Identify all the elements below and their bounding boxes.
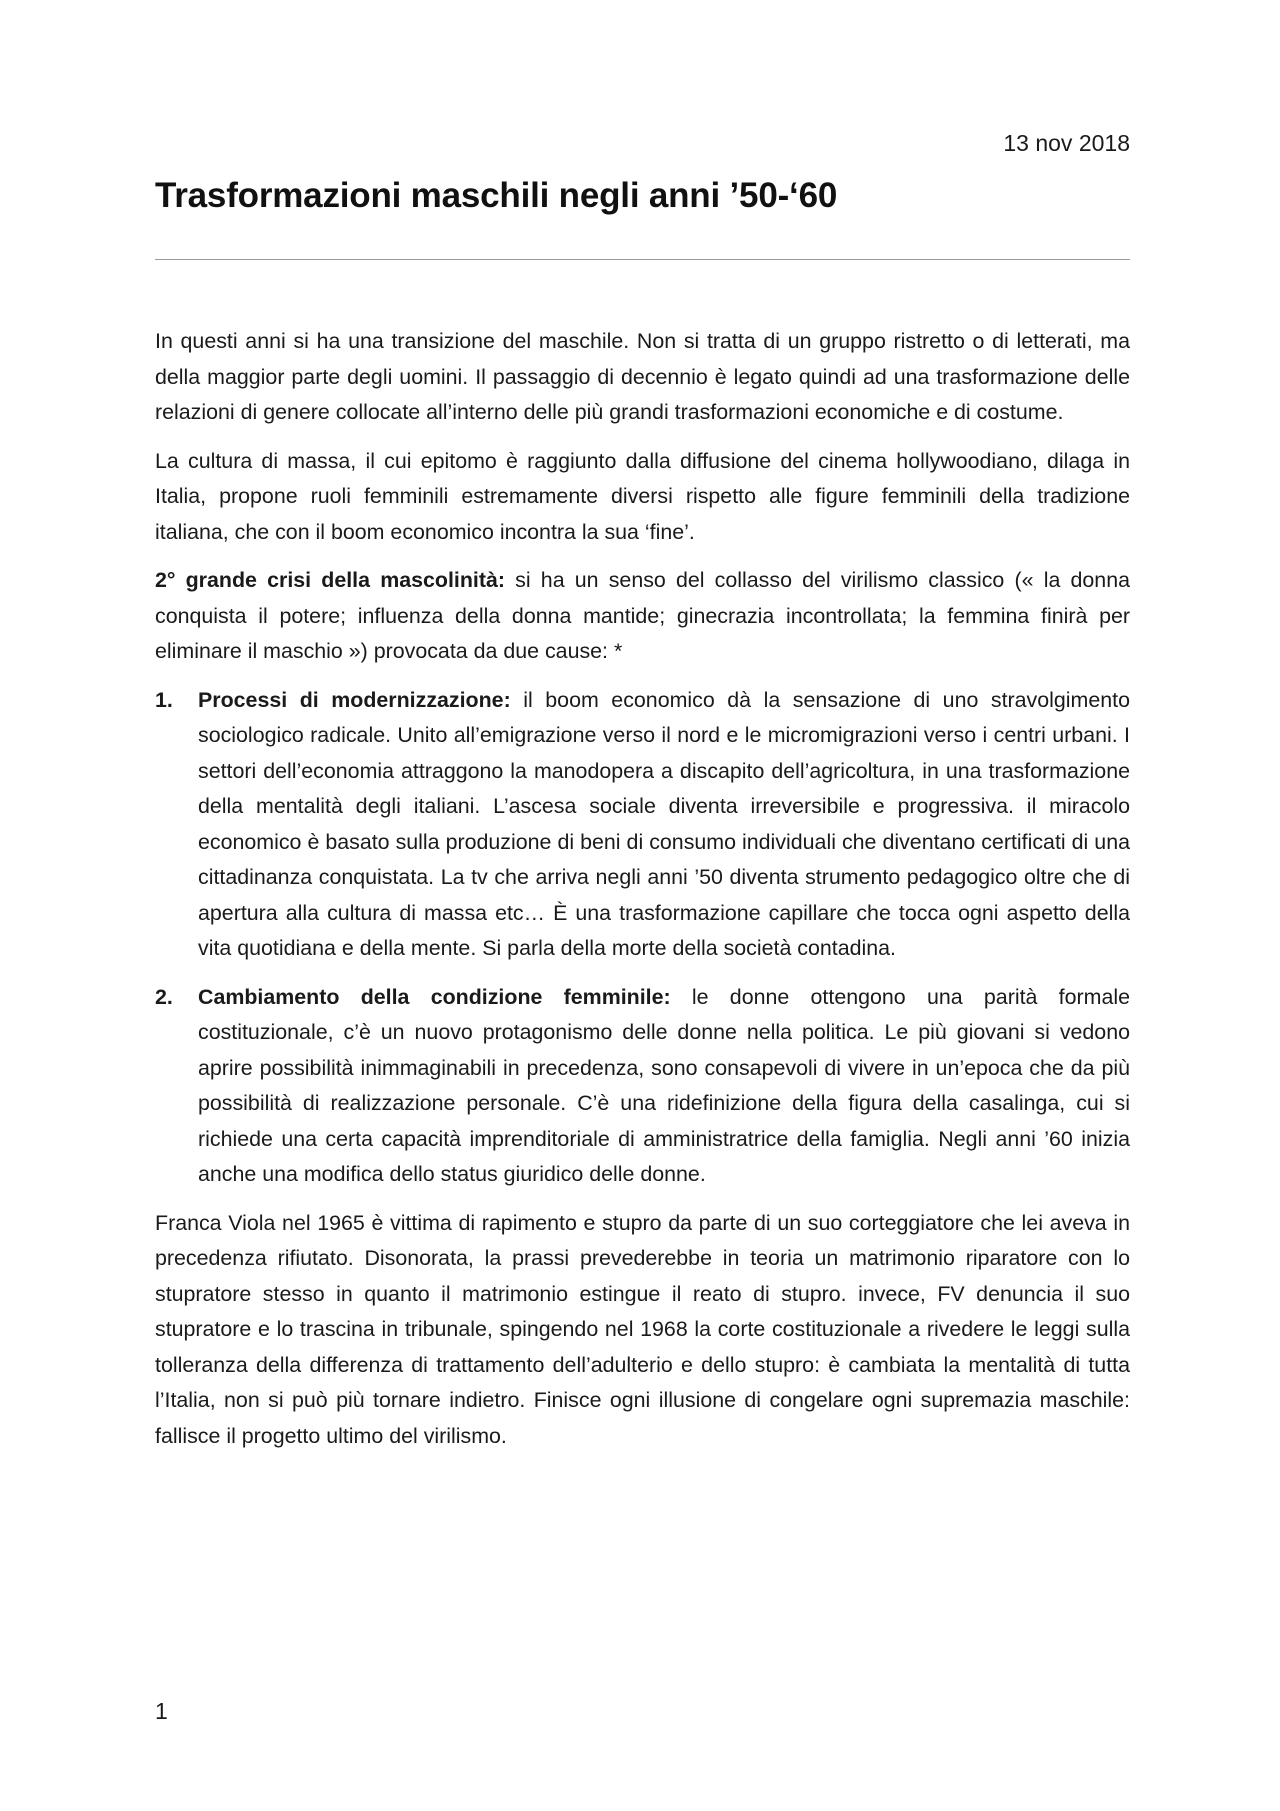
title-divider xyxy=(155,259,1130,260)
crisis-heading: 2° grande crisi della mascolinità: xyxy=(155,568,506,592)
list-item-text: il boom economico dà la sensazione di uno stravolgimento sociologico radicale. Unito all’emigrazione verso il nord e le micromigrazioni verso i centri urbani. I settori dell’economia attraggono la manodopera a discapito dell’agricoltura, in una trasformazione della mentalità degli italiani. L’ascesa sociale diventa irreversibile e progressiva. il miracolo economico è basato sulla produzione di beni di consumo individuali che diventano certificati di una cittadinanza conquistata. La tv che arriva negli anni ’50 diventa strumento pedagogico oltre che di apertura alla cultura di massa etc… È una trasformazione capillare che tocca ogni aspetto della vita quotidiana e della mente. Si parla della morte della società contadina. xyxy=(198,687,1131,960)
paragraph-crisis xyxy=(155,563,1130,670)
causes-list xyxy=(155,683,1130,1193)
list-item-text: le donne ottengono una parità formale costituzionale, c’è un nuovo protagonismo delle donne nella politica. Le più giovani si vedono aprire possibilità inimmaginabili in precedenza, sono consapevoli di vivere in un’epoca che da più possibilità di realizzazione personale. C’è una ridefinizione della figura della casalinga, cui si richiede una certa capacità imprenditoriale di amministratrice della famiglia. Negli anni ’60 inizia anche una modifica dello status giuridico delle donne. xyxy=(198,984,1130,1186)
crisis-text: si ha un senso del collasso del virilismo classico (« la donna conquista il potere; influenza della donna mantide; ginecrazia incontrollata; la femmina finirà per eliminare il maschio ») provocata da due cause: * xyxy=(155,568,1130,663)
list-item-number: 2. xyxy=(155,984,173,1009)
list-item xyxy=(155,980,1130,1193)
list-item-heading: Cambiamento della condizione femminile: xyxy=(198,984,671,1009)
list-item-heading: Processi di modernizzazione: xyxy=(198,687,511,712)
document-date: 13 nov 2018 xyxy=(1003,130,1130,156)
document-body xyxy=(155,324,1130,1467)
list-item xyxy=(155,683,1130,967)
paragraph-franca-viola: Franca Viola nel 1965 è vittima di rapimento e stupro da parte di un suo corteggiatore che lei aveva in precedenza rifiutato. Disonorata, la prassi prevederebbe in teoria un matrimonio riparatore con lo stupratore stesso in quanto il matrimonio estingue il reato di stupro. invece, FV denuncia il suo stupratore e lo trascina in tribunale, spingendo nel 1968 la corte costituzionale a rivedere le leggi sulla tolleranza della differenza di trattamento dell’adulterio e dello stupro: è cambiata la mentalità di tutta l’Italia, non si può più tornare indietro. Finisce ogni illusione di congelare ogni supremazia maschile: fallisce il progetto ultimo del virilismo. xyxy=(155,1210,1130,1448)
document-title: Trasformazioni maschili negli anni ’50-‘60 xyxy=(155,176,838,215)
paragraph-intro: In questi anni si ha una transizione del maschile. Non si tratta di un gruppo ristretto o di letterati, ma della maggior parte degli uomini. Il passaggio di decennio è legato quindi ad una trasformazione delle relazioni di genere collocate all’interno delle più grandi trasformazioni economiche e di costume. xyxy=(155,329,1130,424)
paragraph-mass-culture: La cultura di massa, il cui epitomo è raggiunto dalla diffusione del cinema hollywoodiano, dilaga in Italia, propone ruoli femminili estremamente diversi rispetto alle figure femminili della tradizione italiana, che con il boom economico incontra la sua ‘fine’. xyxy=(155,448,1130,544)
list-item-number: 1. xyxy=(155,687,173,712)
page-number: 1 xyxy=(155,1698,168,1724)
